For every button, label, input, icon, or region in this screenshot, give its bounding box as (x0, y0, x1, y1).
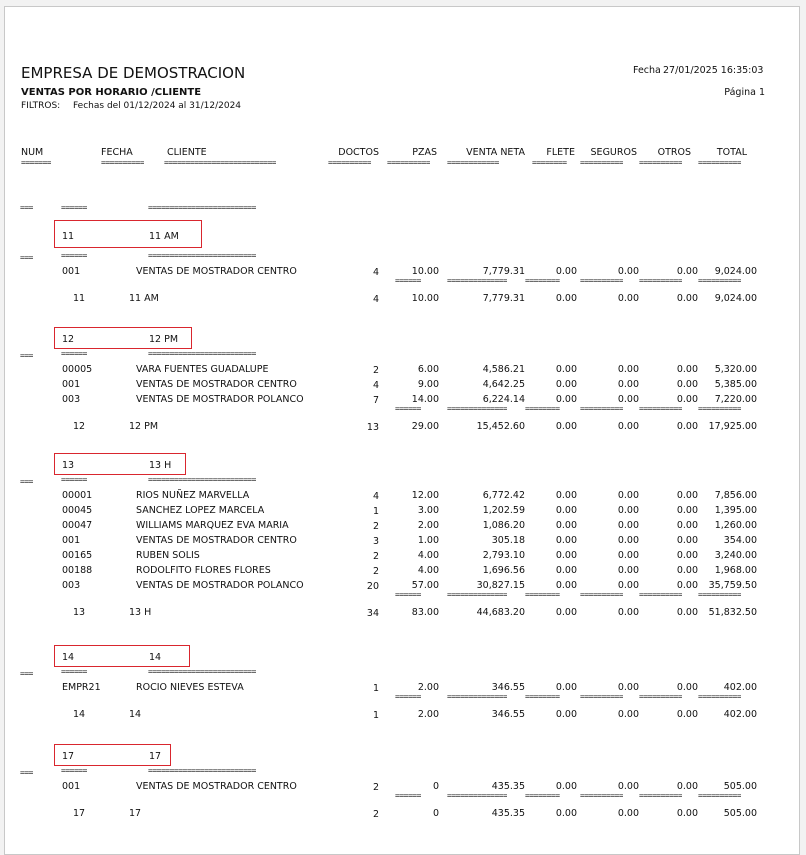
row-code: 00188 (62, 565, 93, 576)
column-header-flete: FLETE (546, 147, 575, 158)
row-code: 00165 (62, 550, 93, 561)
row-pzas: 0 (432, 781, 439, 792)
total-underline: ============== (447, 405, 508, 413)
group-underline: === (20, 204, 33, 212)
date-value: 27/01/2025 16:35:03 (663, 65, 764, 76)
row-pzas: 9.00 (417, 379, 439, 390)
total-pzas: 83.00 (411, 607, 439, 618)
row-doctos: 2 (372, 566, 379, 577)
total-group-number: 17 (73, 808, 86, 819)
total-flete: 0.00 (555, 293, 577, 304)
total-otros: 0.00 (676, 421, 698, 432)
header-underline: ========== (328, 159, 372, 167)
row-client: VARA FUENTES GUADALUPE (136, 364, 269, 375)
row-otros: 0.00 (676, 682, 698, 693)
column-header-fecha: FECHA (101, 147, 133, 158)
column-header-pzas: PZAS (412, 147, 437, 158)
total-underline: ========== (698, 591, 742, 599)
row-flete: 0.00 (555, 379, 577, 390)
total-pzas: 10.00 (411, 293, 439, 304)
row-otros: 0.00 (676, 490, 698, 501)
total-otros: 0.00 (676, 293, 698, 304)
total-underline: ======== (525, 405, 560, 413)
row-pzas: 4.00 (417, 550, 439, 561)
row-flete: 0.00 (555, 490, 577, 501)
header-underline: ========== (387, 159, 431, 167)
group-underline: ====== (61, 476, 87, 484)
row-client: WILLIAMS MARQUEZ EVA MARIA (136, 520, 289, 531)
total-pzas: 0 (432, 808, 439, 819)
row-doctos: 4 (372, 267, 379, 278)
row-code: 001 (62, 266, 81, 277)
row-seguros: 0.00 (617, 580, 639, 591)
group-number: 12 (62, 334, 75, 345)
group-underline: ====== (61, 668, 87, 676)
group-label: 17 (149, 751, 162, 762)
row-otros: 0.00 (676, 266, 698, 277)
total-underline: ====== (395, 277, 421, 285)
row-total: 5,385.00 (714, 379, 757, 390)
header-underline: ======== (532, 159, 567, 167)
row-client: RUBEN SOLIS (136, 550, 200, 561)
total-otros: 0.00 (676, 808, 698, 819)
group-underline: ========================= (148, 476, 256, 484)
group-underline: ========================= (148, 767, 256, 775)
row-flete: 0.00 (555, 266, 577, 277)
total-underline: ========== (698, 405, 742, 413)
row-otros: 0.00 (676, 781, 698, 792)
row-doctos: 1 (372, 506, 379, 517)
row-total: 9,024.00 (714, 266, 757, 277)
total-underline: ========== (580, 405, 624, 413)
row-seguros: 0.00 (617, 490, 639, 501)
row-pzas: 1.00 (417, 535, 439, 546)
row-otros: 0.00 (676, 379, 698, 390)
row-doctos: 2 (372, 521, 379, 532)
total-flete: 0.00 (555, 709, 577, 720)
row-code: 001 (62, 781, 81, 792)
header-underline: ========== (580, 159, 624, 167)
group-label: 12 PM (149, 334, 179, 345)
row-total: 1,395.00 (714, 505, 757, 516)
total-underline: ============== (447, 277, 508, 285)
row-pzas: 3.00 (417, 505, 439, 516)
total-seguros: 0.00 (617, 421, 639, 432)
row-pzas: 2.00 (417, 520, 439, 531)
total-venta: 44,683.20 (476, 607, 525, 618)
row-flete: 0.00 (555, 535, 577, 546)
total-underline: ======== (525, 693, 560, 701)
row-seguros: 0.00 (617, 364, 639, 375)
group-number: 14 (62, 652, 75, 663)
group-underline: ====== (61, 350, 87, 358)
group-underline: ====== (61, 767, 87, 775)
row-client: VENTAS DE MOSTRADOR CENTRO (136, 379, 297, 390)
row-seguros: 0.00 (617, 682, 639, 693)
row-venta: 7,779.31 (482, 266, 525, 277)
total-underline: ========== (639, 277, 683, 285)
row-doctos: 4 (372, 491, 379, 502)
filters-text: Fechas del 01/12/2024 al 31/12/2024 (73, 101, 242, 111)
total-flete: 0.00 (555, 808, 577, 819)
group-underline: ========================= (148, 252, 256, 260)
row-flete: 0.00 (555, 550, 577, 561)
row-otros: 0.00 (676, 364, 698, 375)
row-venta: 2,793.10 (482, 550, 525, 561)
row-client: VENTAS DE MOSTRADOR POLANCO (136, 580, 304, 591)
total-seguros: 0.00 (617, 808, 639, 819)
row-client: SANCHEZ LOPEZ MARCELA (136, 505, 265, 516)
total-total: 402.00 (723, 709, 757, 720)
total-underline: ====== (395, 693, 421, 701)
group-underline: === (20, 478, 33, 486)
row-otros: 0.00 (676, 535, 698, 546)
row-seguros: 0.00 (617, 394, 639, 405)
row-venta: 1,086.20 (482, 520, 525, 531)
total-total: 51,832.50 (708, 607, 757, 618)
total-underline: ====== (395, 792, 421, 800)
group-underline: === (20, 254, 33, 262)
group-label: 11 AM (149, 231, 179, 242)
row-total: 1,968.00 (714, 565, 757, 576)
total-pzas: 2.00 (417, 709, 439, 720)
row-venta: 305.18 (491, 535, 525, 546)
total-flete: 0.00 (555, 421, 577, 432)
row-venta: 4,586.21 (482, 364, 525, 375)
row-client: VENTAS DE MOSTRADOR CENTRO (136, 781, 297, 792)
row-client: RIOS NUÑEZ MARVELLA (136, 490, 250, 501)
total-group-number: 11 (73, 293, 86, 304)
row-seguros: 0.00 (617, 379, 639, 390)
total-seguros: 0.00 (617, 293, 639, 304)
row-code: EMPR21 (62, 682, 101, 693)
row-venta: 435.35 (491, 781, 525, 792)
group-underline: === (20, 769, 33, 777)
row-otros: 0.00 (676, 505, 698, 516)
row-pzas: 10.00 (411, 266, 439, 277)
row-flete: 0.00 (555, 364, 577, 375)
total-underline: ========== (698, 277, 742, 285)
column-header-seguros: SEGUROS (590, 147, 637, 158)
total-pzas: 29.00 (411, 421, 439, 432)
total-doctos: 4 (372, 294, 379, 305)
row-doctos: 4 (372, 380, 379, 391)
row-pzas: 14.00 (411, 394, 439, 405)
header-underline: ========== (101, 159, 145, 167)
row-code: 00045 (62, 505, 93, 516)
row-venta: 6,224.14 (482, 394, 525, 405)
total-total: 17,925.00 (708, 421, 757, 432)
total-underline: ========== (698, 693, 742, 701)
total-otros: 0.00 (676, 607, 698, 618)
row-flete: 0.00 (555, 565, 577, 576)
group-underline: === (20, 352, 33, 360)
row-pzas: 12.00 (411, 490, 439, 501)
row-seguros: 0.00 (617, 565, 639, 576)
row-doctos: 3 (372, 536, 379, 547)
header-underline: ========== (698, 159, 742, 167)
row-client: VENTAS DE MOSTRADOR POLANCO (136, 394, 304, 405)
row-seguros: 0.00 (617, 550, 639, 561)
total-flete: 0.00 (555, 607, 577, 618)
row-code: 00001 (62, 490, 93, 501)
column-header-total: TOTAL (716, 147, 747, 158)
total-venta: 346.55 (491, 709, 525, 720)
total-group-label: 11 AM (129, 293, 159, 304)
row-total: 402.00 (723, 682, 757, 693)
row-flete: 0.00 (555, 781, 577, 792)
row-total: 7,856.00 (714, 490, 757, 501)
total-group-number: 12 (73, 421, 86, 432)
total-underline: ========== (580, 792, 624, 800)
row-seguros: 0.00 (617, 266, 639, 277)
group-underline: ====== (61, 204, 87, 212)
row-total: 354.00 (723, 535, 757, 546)
header-underline: ========================== (164, 159, 277, 167)
row-code: 00047 (62, 520, 93, 531)
row-total: 35,759.50 (708, 580, 757, 591)
total-underline: ====== (395, 405, 421, 413)
row-flete: 0.00 (555, 394, 577, 405)
group-underline: === (20, 670, 33, 678)
column-header-otros: OTROS (657, 147, 691, 158)
column-header-venta-neta: VENTA NETA (466, 147, 525, 158)
group-underline: ========================= (148, 668, 256, 676)
company-name: EMPRESA DE DEMOSTRACION (21, 64, 246, 82)
group-underline: ====== (61, 252, 87, 260)
total-seguros: 0.00 (617, 709, 639, 720)
total-underline: ============== (447, 693, 508, 701)
total-group-number: 14 (73, 709, 86, 720)
row-doctos: 2 (372, 782, 379, 793)
total-total: 9,024.00 (714, 293, 757, 304)
row-flete: 0.00 (555, 520, 577, 531)
date-label: Fecha (633, 65, 661, 76)
row-client: RODOLFITO FLORES FLORES (136, 565, 271, 576)
total-underline: ========== (639, 405, 683, 413)
row-total: 7,220.00 (714, 394, 757, 405)
total-group-label: 14 (129, 709, 142, 720)
total-underline: ========== (639, 792, 683, 800)
total-total: 505.00 (723, 808, 757, 819)
group-highlight-box (54, 220, 202, 248)
row-venta: 6,772.42 (482, 490, 525, 501)
row-venta: 346.55 (491, 682, 525, 693)
row-doctos: 2 (372, 365, 379, 376)
total-venta: 435.35 (491, 808, 525, 819)
row-code: 003 (62, 394, 81, 405)
group-label: 14 (149, 652, 162, 663)
filters-label: FILTROS: (21, 101, 61, 111)
total-underline: ====== (395, 591, 421, 599)
total-doctos: 13 (366, 422, 379, 433)
row-seguros: 0.00 (617, 535, 639, 546)
total-underline: ========== (580, 277, 624, 285)
group-underline: ========================= (148, 350, 256, 358)
group-number: 13 (62, 460, 75, 471)
row-client: VENTAS DE MOSTRADOR CENTRO (136, 535, 297, 546)
total-underline: ========== (580, 693, 624, 701)
group-number: 17 (62, 751, 75, 762)
header-underline: ======= (21, 159, 52, 167)
row-doctos: 2 (372, 551, 379, 562)
total-group-label: 17 (129, 808, 142, 819)
column-header-doctos: DOCTOS (338, 147, 379, 158)
row-seguros: 0.00 (617, 505, 639, 516)
row-venta: 4,642.25 (482, 379, 525, 390)
group-highlight-box (54, 645, 190, 667)
row-total: 505.00 (723, 781, 757, 792)
total-underline: ============== (447, 591, 508, 599)
row-otros: 0.00 (676, 520, 698, 531)
total-seguros: 0.00 (617, 607, 639, 618)
header-underline: ============ (447, 159, 499, 167)
total-underline: ========== (580, 591, 624, 599)
row-doctos: 20 (366, 581, 379, 592)
total-otros: 0.00 (676, 709, 698, 720)
row-venta: 1,696.56 (482, 565, 525, 576)
row-seguros: 0.00 (617, 520, 639, 531)
column-header-num: NUM (21, 147, 44, 158)
total-group-label: 12 PM (129, 421, 159, 432)
row-flete: 0.00 (555, 505, 577, 516)
row-code: 003 (62, 580, 81, 591)
group-label: 13 H (149, 460, 172, 471)
total-doctos: 1 (372, 710, 379, 721)
row-total: 3,240.00 (714, 550, 757, 561)
row-total: 1,260.00 (714, 520, 757, 531)
row-seguros: 0.00 (617, 781, 639, 792)
group-number: 11 (62, 231, 75, 242)
report-page (4, 6, 800, 855)
row-otros: 0.00 (676, 565, 698, 576)
total-group-label: 13 H (129, 607, 152, 618)
row-otros: 0.00 (676, 580, 698, 591)
total-underline: ======== (525, 277, 560, 285)
row-otros: 0.00 (676, 394, 698, 405)
row-code: 001 (62, 535, 81, 546)
total-underline: ========== (639, 591, 683, 599)
total-underline: ======== (525, 591, 560, 599)
column-header-cliente: CLIENTE (167, 147, 207, 158)
total-underline: ========== (698, 792, 742, 800)
total-venta: 7,779.31 (482, 293, 525, 304)
total-doctos: 2 (372, 809, 379, 820)
row-code: 00005 (62, 364, 93, 375)
total-doctos: 34 (366, 608, 379, 619)
row-pzas: 57.00 (411, 580, 439, 591)
total-group-number: 13 (73, 607, 86, 618)
row-pzas: 2.00 (417, 682, 439, 693)
row-client: VENTAS DE MOSTRADOR CENTRO (136, 266, 297, 277)
row-venta: 1,202.59 (482, 505, 525, 516)
row-doctos: 1 (372, 683, 379, 694)
row-pzas: 4.00 (417, 565, 439, 576)
row-pzas: 6.00 (417, 364, 439, 375)
total-underline: ======== (525, 792, 560, 800)
row-flete: 0.00 (555, 580, 577, 591)
total-underline: ============== (447, 792, 508, 800)
page-number: Página 1 (724, 87, 765, 98)
report-title: VENTAS POR HORARIO /CLIENTE (21, 87, 202, 98)
row-doctos: 7 (372, 395, 379, 406)
header-underline: ========== (639, 159, 683, 167)
row-flete: 0.00 (555, 682, 577, 693)
total-underline: ========== (639, 693, 683, 701)
group-underline: ========================= (148, 204, 256, 212)
total-venta: 15,452.60 (476, 421, 525, 432)
row-otros: 0.00 (676, 550, 698, 561)
row-client: ROCIO NIEVES ESTEVA (136, 682, 244, 693)
row-total: 5,320.00 (714, 364, 757, 375)
row-code: 001 (62, 379, 81, 390)
row-venta: 30,827.15 (476, 580, 525, 591)
